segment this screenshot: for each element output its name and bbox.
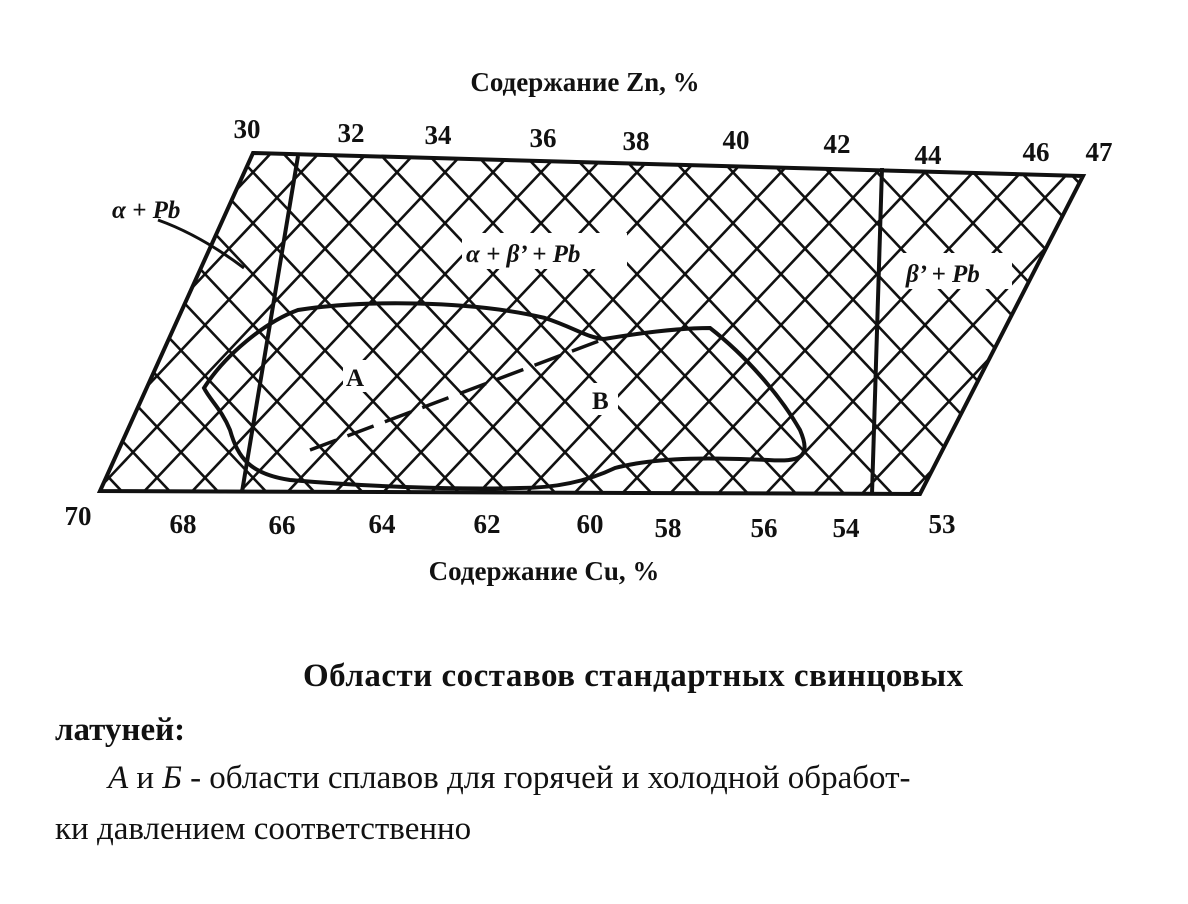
bottom-axis-tick-53: 53 (928, 509, 956, 539)
top-axis-tick-36: 36 (529, 123, 557, 153)
region-label-alpha-beta-pb: α + β’ + Pb (466, 241, 581, 268)
caption-desc-rest: - области сплавов для горячей и холодной обработ- (181, 760, 911, 796)
hatch-line (1000, 150, 1188, 500)
caption-description-line2: ки давлением соответственно (55, 811, 472, 847)
region-label-b: В (592, 388, 609, 415)
bottom-axis-tick-54: 54 (832, 513, 860, 543)
top-axis-tick-44: 44 (914, 140, 942, 170)
hatch-line (1144, 150, 1188, 500)
bottom-axis-tick-66: 66 (268, 510, 296, 540)
caption-letter-b: Б (162, 760, 182, 796)
top-axis-tick-32: 32 (337, 118, 365, 148)
caption-letter-a: А (108, 760, 129, 796)
bottom-axis-tick-58: 58 (654, 513, 682, 543)
caption-and: и (128, 760, 163, 796)
bottom-axis-tick-60: 60 (576, 509, 604, 539)
region-label-beta-pb: β’ + Pb (906, 261, 980, 288)
top-axis-tick-42: 42 (823, 129, 851, 159)
bottom-axis-tick-64: 64 (368, 509, 396, 539)
beta-phase-boundary (872, 168, 882, 494)
bottom-axis-tick-70: 70 (64, 501, 92, 531)
hatch-line (904, 150, 1188, 500)
hatch-line (0, 150, 130, 500)
bottom-axis-title: Содержание Cu, % (428, 556, 660, 586)
hatch-line (1096, 150, 1188, 500)
top-axis-tick-46: 46 (1022, 137, 1050, 167)
hatch-line (0, 150, 130, 500)
bottom-axis-tick-68: 68 (169, 509, 197, 539)
top-axis-ticks (234, 114, 1113, 170)
region-label-alpha-pb: α + Pb (112, 197, 181, 224)
hatch-line (904, 150, 1188, 500)
bottom-axis-tick-62: 62 (473, 509, 501, 539)
top-axis-tick-47: 47 (1085, 137, 1113, 167)
hatch-line (1096, 150, 1188, 500)
caption-title: Области составов стандартных свинцовых (303, 658, 964, 694)
caption-title-continued: латуней: (55, 712, 186, 748)
hatch-line (1144, 150, 1188, 500)
bottom-axis-ticks (65, 501, 956, 543)
top-axis-tick-40: 40 (722, 125, 750, 155)
top-axis-title: Содержание Zn, % (470, 67, 700, 97)
region-label-a: А (346, 365, 365, 392)
top-axis-tick-30: 30 (233, 114, 261, 144)
hatch-line (1000, 150, 1188, 500)
top-axis-tick-34: 34 (424, 120, 452, 150)
bottom-axis-tick-56: 56 (750, 513, 778, 543)
caption-description-line1 (108, 752, 911, 804)
top-axis-tick-38: 38 (622, 126, 650, 156)
alpha-pb-pointer (158, 220, 244, 268)
